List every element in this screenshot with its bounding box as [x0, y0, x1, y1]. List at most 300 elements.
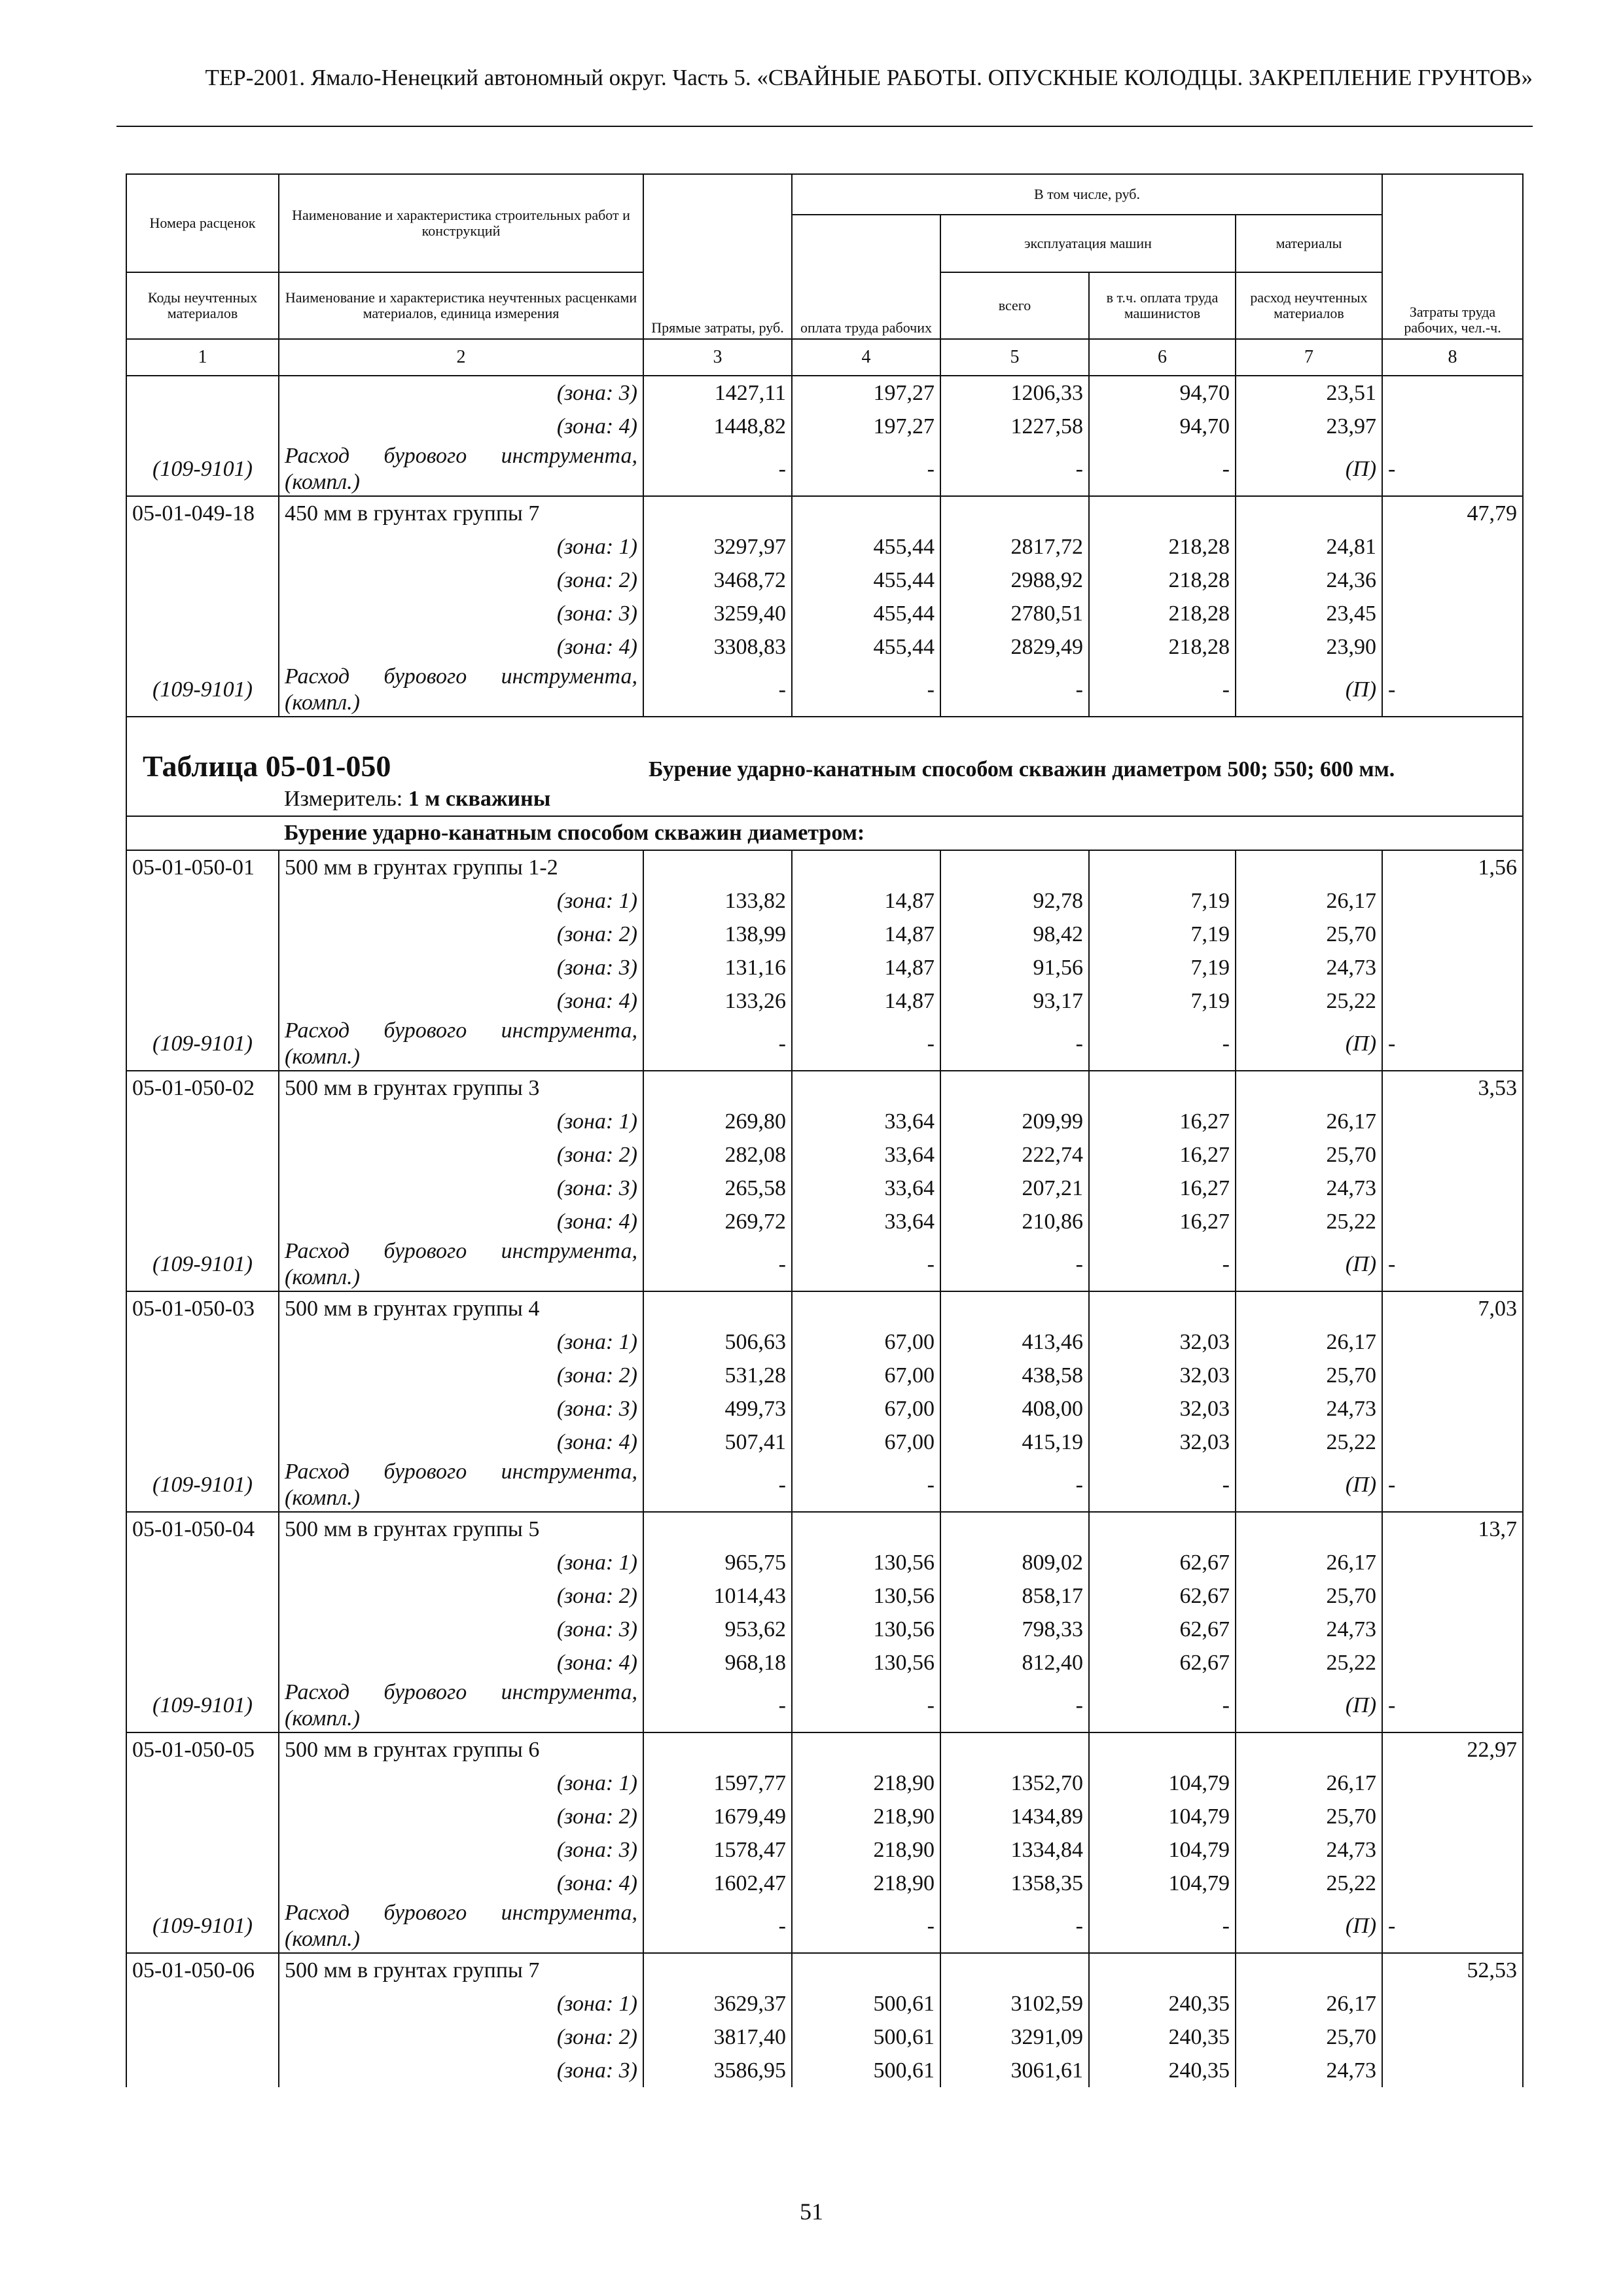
zone-label: (зона: 2)	[279, 1579, 643, 1613]
table-row	[126, 1732, 1523, 1767]
rate-name: 500 мм в грунтах группы 4	[279, 1291, 643, 1325]
operator-pay-value: 32,03	[1089, 1325, 1236, 1359]
labor-cost-value	[1382, 1613, 1523, 1646]
zone-label: (зона: 3)	[279, 1833, 643, 1867]
rate-name: 450 мм в грунтах группы 7	[279, 496, 643, 530]
machines-total-value: 1434,89	[940, 1800, 1089, 1833]
material-description-word: Расход	[285, 1239, 350, 1263]
col-header-material-names: Наименование и характеристика неучтенных расценками материалов, единица измерения	[279, 272, 643, 339]
material-description-word: бурового	[383, 1680, 467, 1704]
labor-cost-value	[1382, 918, 1523, 951]
direct-cost-value: 3586,95	[643, 2054, 792, 2087]
table-heading-cell	[126, 717, 643, 783]
table-row	[126, 1833, 1523, 1867]
empty-cell	[940, 1953, 1089, 1987]
empty-cell	[1236, 1071, 1382, 1105]
materials-cost-value: 23,90	[1236, 630, 1382, 664]
material-unit-line: (компл.)	[285, 1706, 360, 1731]
table-body	[126, 376, 1523, 2087]
zone-label: (зона: 1)	[279, 1546, 643, 1579]
material-code: (109-9101)	[126, 1459, 279, 1512]
zone-label: (зона: 2)	[279, 2020, 643, 2054]
direct-cost-value: 507,41	[643, 1426, 792, 1459]
labor-cost-value	[1382, 530, 1523, 564]
labor-cost-value: 7,03	[1382, 1291, 1523, 1325]
material-description-word: бурового	[383, 1460, 467, 1484]
col-header-worker-pay: оплата труда рабочих	[792, 215, 940, 339]
zone-label: (зона: 1)	[279, 1325, 643, 1359]
material-unit-line: (компл.)	[285, 1265, 360, 1289]
rate-code-cell	[126, 984, 279, 1018]
col-header-machines-total: всего	[940, 272, 1089, 339]
table-row	[126, 1867, 1523, 1900]
zone-label: (зона: 3)	[279, 1392, 643, 1426]
worker-pay-value: 33,64	[792, 1105, 940, 1138]
table-row	[126, 951, 1523, 984]
material-description-word: бурового	[383, 1018, 467, 1043]
direct-cost-value: 1578,47	[643, 1833, 792, 1867]
operator-pay-value: 7,19	[1089, 918, 1236, 951]
empty-dash: -	[643, 1900, 792, 1953]
materials-cost-value: 26,17	[1236, 1767, 1382, 1800]
materials-cost-value: 23,45	[1236, 597, 1382, 630]
table-row	[126, 1291, 1523, 1325]
worker-pay-value: 455,44	[792, 597, 940, 630]
labor-cost-value	[1382, 1646, 1523, 1679]
zone-label: (зона: 4)	[279, 1205, 643, 1238]
worker-pay-value: 67,00	[792, 1359, 940, 1392]
col-number: 5	[940, 339, 1089, 376]
zone-label: (зона: 1)	[279, 530, 643, 564]
operator-pay-value: 32,03	[1089, 1392, 1236, 1426]
rate-name: 500 мм в грунтах группы 5	[279, 1512, 643, 1546]
labor-cost-value	[1382, 630, 1523, 664]
rate-code-cell	[126, 884, 279, 918]
material-description-word: бурового	[383, 1239, 467, 1263]
labor-cost-value	[1382, 1800, 1523, 1833]
machines-total-value: 438,58	[940, 1359, 1089, 1392]
machines-total-value: 858,17	[940, 1579, 1089, 1613]
table-row	[126, 1613, 1523, 1646]
operator-pay-value: 62,67	[1089, 1613, 1236, 1646]
material-unit: (П)	[1236, 1238, 1382, 1291]
machines-total-value: 2988,92	[940, 564, 1089, 597]
table-row	[126, 1767, 1523, 1800]
measure-label: Измеритель:	[284, 787, 403, 811]
table-row	[126, 884, 1523, 918]
empty-dash: -	[643, 1679, 792, 1732]
direct-cost-value: 965,75	[643, 1546, 792, 1579]
direct-cost-value: 133,26	[643, 984, 792, 1018]
direct-cost-value: 3259,40	[643, 597, 792, 630]
labor-cost-value	[1382, 884, 1523, 918]
materials-cost-value: 25,22	[1236, 1426, 1382, 1459]
machines-total-value: 3291,09	[940, 2020, 1089, 2054]
empty-cell	[940, 496, 1089, 530]
empty-dash: -	[643, 1459, 792, 1512]
materials-cost-value: 25,70	[1236, 918, 1382, 951]
empty-dash: -	[643, 1018, 792, 1071]
machines-total-value: 1227,58	[940, 410, 1089, 443]
materials-cost-value: 24,73	[1236, 1833, 1382, 1867]
rate-code-cell	[126, 918, 279, 951]
direct-cost-value: 1597,77	[643, 1767, 792, 1800]
direct-cost-value: 3629,37	[643, 1987, 792, 2020]
operator-pay-value: 104,79	[1089, 1767, 1236, 1800]
col-number: 3	[643, 339, 792, 376]
empty-cell	[643, 850, 792, 884]
materials-cost-value: 26,17	[1236, 1325, 1382, 1359]
material-unit-line: (компл.)	[285, 1927, 360, 1951]
labor-cost-value	[1382, 1546, 1523, 1579]
empty-cell	[1236, 1512, 1382, 1546]
empty-dash: -	[1382, 1679, 1523, 1732]
rate-code: 05-01-050-04	[126, 1512, 279, 1546]
machines-total-value: 222,74	[940, 1138, 1089, 1172]
material-description	[279, 1459, 643, 1512]
rate-code-cell	[126, 1646, 279, 1679]
materials-cost-value: 24,73	[1236, 2054, 1382, 2087]
empty-cell	[643, 1512, 792, 1546]
rate-code-cell	[126, 564, 279, 597]
rate-code: 05-01-050-06	[126, 1953, 279, 1987]
material-description-word: Расход	[285, 444, 350, 468]
empty-cell	[792, 1953, 940, 1987]
labor-cost-value	[1382, 1767, 1523, 1800]
table-row	[126, 1679, 1523, 1732]
worker-pay-value: 130,56	[792, 1546, 940, 1579]
empty-dash: -	[1089, 443, 1236, 496]
materials-cost-value: 24,73	[1236, 1392, 1382, 1426]
worker-pay-value: 67,00	[792, 1392, 940, 1426]
rate-code-cell	[126, 1867, 279, 1900]
worker-pay-value: 455,44	[792, 530, 940, 564]
material-description-word: Расход	[285, 1901, 350, 1925]
machines-total-value: 1358,35	[940, 1867, 1089, 1900]
direct-cost-value: 1448,82	[643, 410, 792, 443]
worker-pay-value: 197,27	[792, 410, 940, 443]
material-code: (109-9101)	[126, 664, 279, 717]
material-description-word: бурового	[383, 664, 467, 689]
machines-total-value: 92,78	[940, 884, 1089, 918]
rate-code-cell	[126, 951, 279, 984]
empty-cell	[1089, 1953, 1236, 1987]
material-code: (109-9101)	[126, 1679, 279, 1732]
rate-code-cell	[126, 1833, 279, 1867]
machines-total-value: 413,46	[940, 1325, 1089, 1359]
worker-pay-value: 33,64	[792, 1205, 940, 1238]
empty-dash: -	[940, 1900, 1089, 1953]
table-header	[126, 174, 1523, 376]
operator-pay-value: 32,03	[1089, 1359, 1236, 1392]
operator-pay-value: 7,19	[1089, 951, 1236, 984]
material-unit: (П)	[1236, 1900, 1382, 1953]
material-description-word: инструмента,	[501, 1680, 637, 1704]
col-header-direct-costs: Прямые затраты, руб.	[643, 174, 792, 339]
direct-cost-value: 1014,43	[643, 1579, 792, 1613]
material-description-line	[285, 1679, 637, 1706]
zone-label: (зона: 4)	[279, 984, 643, 1018]
operator-pay-value: 104,79	[1089, 1833, 1236, 1867]
table-row	[126, 1646, 1523, 1679]
table-row	[126, 918, 1523, 951]
labor-cost-value	[1382, 1138, 1523, 1172]
worker-pay-value: 33,64	[792, 1138, 940, 1172]
empty-dash: -	[1382, 1238, 1523, 1291]
material-description-word: инструмента,	[501, 664, 637, 689]
empty-cell	[792, 1291, 940, 1325]
worker-pay-value: 14,87	[792, 984, 940, 1018]
table-row	[126, 376, 1523, 410]
empty-dash: -	[1089, 1018, 1236, 1071]
col-header-work-name: Наименование и характеристика строительных работ и конструкций	[279, 174, 643, 272]
operator-pay-value: 218,28	[1089, 597, 1236, 630]
col-header-labor-costs: Затраты труда рабочих, чел.-ч.	[1382, 174, 1523, 339]
material-unit-line: (компл.)	[285, 1486, 360, 1510]
table-row	[126, 597, 1523, 630]
material-description-line	[285, 1238, 637, 1265]
labor-cost-value	[1382, 1833, 1523, 1867]
zone-label: (зона: 2)	[279, 1800, 643, 1833]
empty-cell	[792, 496, 940, 530]
empty-cell	[1089, 850, 1236, 884]
direct-cost-value: 133,82	[643, 884, 792, 918]
empty-dash: -	[1382, 664, 1523, 717]
empty-cell	[792, 1512, 940, 1546]
empty-cell	[1089, 496, 1236, 530]
empty-dash: -	[792, 443, 940, 496]
table-row	[126, 443, 1523, 496]
materials-cost-value: 25,22	[1236, 1205, 1382, 1238]
col-number: 6	[1089, 339, 1236, 376]
worker-pay-value: 130,56	[792, 1579, 940, 1613]
machines-total-value: 1206,33	[940, 376, 1089, 410]
zone-label: (зона: 4)	[279, 630, 643, 664]
zone-label: (зона: 3)	[279, 2054, 643, 2087]
material-description	[279, 1900, 643, 1953]
operator-pay-value: 218,28	[1089, 530, 1236, 564]
direct-cost-value: 138,99	[643, 918, 792, 951]
empty-cell	[792, 1732, 940, 1767]
machines-total-value: 91,56	[940, 951, 1089, 984]
worker-pay-value: 197,27	[792, 376, 940, 410]
machines-total-value: 1334,84	[940, 1833, 1089, 1867]
empty-cell	[1236, 1291, 1382, 1325]
empty-dash: -	[1089, 1238, 1236, 1291]
operator-pay-value: 94,70	[1089, 376, 1236, 410]
operator-pay-value: 240,35	[1089, 2020, 1236, 2054]
labor-cost-value	[1382, 1172, 1523, 1205]
operator-pay-value: 104,79	[1089, 1867, 1236, 1900]
empty-dash: -	[792, 664, 940, 717]
empty-dash: -	[1089, 1679, 1236, 1732]
machines-total-value: 798,33	[940, 1613, 1089, 1646]
zone-label: (зона: 1)	[279, 1105, 643, 1138]
direct-cost-value: 265,58	[643, 1172, 792, 1205]
material-description-word: инструмента,	[501, 1239, 637, 1263]
labor-cost-value	[1382, 564, 1523, 597]
worker-pay-value: 500,61	[792, 1987, 940, 2020]
col-header-material-usage: расход неучтенных материалов	[1236, 272, 1382, 339]
empty-cell	[643, 1071, 792, 1105]
operator-pay-value: 240,35	[1089, 1987, 1236, 2020]
machines-total-value: 210,86	[940, 1205, 1089, 1238]
operator-pay-value: 218,28	[1089, 630, 1236, 664]
direct-cost-value: 3468,72	[643, 564, 792, 597]
operator-pay-value: 16,27	[1089, 1105, 1236, 1138]
empty-dash: -	[1382, 1900, 1523, 1953]
material-unit: (П)	[1236, 1018, 1382, 1071]
rate-code: 05-01-050-01	[126, 850, 279, 884]
empty-dash: -	[792, 1459, 940, 1512]
materials-cost-value: 24,73	[1236, 1613, 1382, 1646]
direct-cost-value: 1679,49	[643, 1800, 792, 1833]
materials-cost-value: 25,70	[1236, 1359, 1382, 1392]
worker-pay-value: 130,56	[792, 1646, 940, 1679]
machines-total-value: 93,17	[940, 984, 1089, 1018]
col-header-rate-numbers: Номера расценок	[126, 174, 279, 272]
table-row	[126, 1018, 1523, 1071]
material-unit-line: (компл.)	[285, 1045, 360, 1069]
operator-pay-value: 16,27	[1089, 1138, 1236, 1172]
rate-code-cell	[126, 2054, 279, 2087]
material-unit: (П)	[1236, 1459, 1382, 1512]
rate-code: 05-01-050-03	[126, 1291, 279, 1325]
worker-pay-value: 14,87	[792, 951, 940, 984]
empty-cell	[1089, 1291, 1236, 1325]
zone-label: (зона: 1)	[279, 1987, 643, 2020]
table-row	[126, 717, 1523, 783]
materials-cost-value: 24,73	[1236, 1172, 1382, 1205]
material-description-line	[285, 443, 637, 469]
labor-cost-value	[1382, 1867, 1523, 1900]
empty-dash: -	[940, 664, 1089, 717]
col-number: 8	[1382, 339, 1523, 376]
rate-name: 500 мм в грунтах группы 7	[279, 1953, 643, 1987]
empty-dash: -	[940, 1018, 1089, 1071]
material-description-word: инструмента,	[501, 444, 637, 468]
measure-unit	[279, 783, 1523, 816]
direct-cost-value: 531,28	[643, 1359, 792, 1392]
empty-dash: -	[643, 443, 792, 496]
col-number: 7	[1236, 339, 1382, 376]
table-row	[126, 783, 1523, 816]
material-code: (109-9101)	[126, 1018, 279, 1071]
labor-cost-value	[1382, 376, 1523, 410]
material-unit-line: (компл.)	[285, 470, 360, 494]
labor-cost-value	[1382, 1325, 1523, 1359]
operator-pay-value: 7,19	[1089, 984, 1236, 1018]
zone-label: (зона: 3)	[279, 1613, 643, 1646]
operator-pay-value: 62,67	[1089, 1546, 1236, 1579]
col-number: 2	[279, 339, 643, 376]
materials-cost-value: 25,22	[1236, 984, 1382, 1018]
worker-pay-value: 218,90	[792, 1833, 940, 1867]
table-row	[126, 1546, 1523, 1579]
table-row	[126, 850, 1523, 884]
worker-pay-value: 218,90	[792, 1767, 940, 1800]
table-row	[126, 1105, 1523, 1138]
rate-code-cell	[126, 1105, 279, 1138]
empty-cell	[940, 1291, 1089, 1325]
materials-cost-value: 25,70	[1236, 1138, 1382, 1172]
header-rule	[116, 126, 1533, 127]
zone-label: (зона: 1)	[279, 1767, 643, 1800]
table-row	[126, 1800, 1523, 1833]
direct-cost-value: 953,62	[643, 1613, 792, 1646]
rate-code-cell	[126, 1172, 279, 1205]
machines-total-value: 3102,59	[940, 1987, 1089, 2020]
empty-cell	[940, 1732, 1089, 1767]
machines-total-value: 3061,61	[940, 2054, 1089, 2087]
material-description	[279, 1679, 643, 1732]
material-description-word: Расход	[285, 664, 350, 689]
materials-cost-value: 26,17	[1236, 1546, 1382, 1579]
material-description	[279, 443, 643, 496]
labor-cost-value	[1382, 1392, 1523, 1426]
materials-cost-value: 26,17	[1236, 884, 1382, 918]
operator-pay-value: 218,28	[1089, 564, 1236, 597]
empty-dash: -	[792, 1018, 940, 1071]
table-row	[126, 1172, 1523, 1205]
zone-label: (зона: 4)	[279, 1867, 643, 1900]
rate-code-cell	[126, 530, 279, 564]
col-header-operator-pay: в т.ч. оплата труда машинистов	[1089, 272, 1236, 339]
empty-dash: -	[940, 1238, 1089, 1291]
materials-cost-value: 25,70	[1236, 2020, 1382, 2054]
labor-cost-value	[1382, 1579, 1523, 1613]
empty-cell	[643, 1953, 792, 1987]
rate-code: 05-01-050-02	[126, 1071, 279, 1105]
material-description-word: бурового	[383, 1901, 467, 1925]
machines-total-value: 2829,49	[940, 630, 1089, 664]
material-description-word: Расход	[285, 1018, 350, 1043]
empty-cell	[1236, 1953, 1382, 1987]
rate-code-cell	[126, 1546, 279, 1579]
direct-cost-value: 269,72	[643, 1205, 792, 1238]
table-row	[126, 1205, 1523, 1238]
material-description-line	[285, 1018, 637, 1044]
rate-code-cell	[126, 630, 279, 664]
zone-label: (зона: 3)	[279, 1172, 643, 1205]
operator-pay-value: 94,70	[1089, 410, 1236, 443]
empty-cell	[643, 496, 792, 530]
operator-pay-value: 240,35	[1089, 2054, 1236, 2087]
direct-cost-value: 506,63	[643, 1325, 792, 1359]
empty-dash: -	[1382, 1459, 1523, 1512]
machines-total-value: 809,02	[940, 1546, 1089, 1579]
rate-name: 500 мм в грунтах группы 6	[279, 1732, 643, 1767]
rate-code-cell	[126, 1138, 279, 1172]
zone-label: (зона: 1)	[279, 884, 643, 918]
table-row	[126, 1512, 1523, 1546]
empty-cell	[1089, 1071, 1236, 1105]
materials-cost-value: 25,70	[1236, 1579, 1382, 1613]
rate-code: 05-01-049-18	[126, 496, 279, 530]
measure-spacer	[126, 783, 279, 816]
labor-cost-value: 13,7	[1382, 1512, 1523, 1546]
labor-cost-value	[1382, 1987, 1523, 2020]
material-unit: (П)	[1236, 664, 1382, 717]
material-description-word: бурового	[383, 444, 467, 468]
empty-cell	[940, 850, 1089, 884]
table-row	[126, 1138, 1523, 1172]
empty-dash: -	[643, 664, 792, 717]
direct-cost-value: 282,08	[643, 1138, 792, 1172]
materials-cost-value: 26,17	[1236, 1987, 1382, 2020]
material-description-word: Расход	[285, 1680, 350, 1704]
material-description	[279, 664, 643, 717]
